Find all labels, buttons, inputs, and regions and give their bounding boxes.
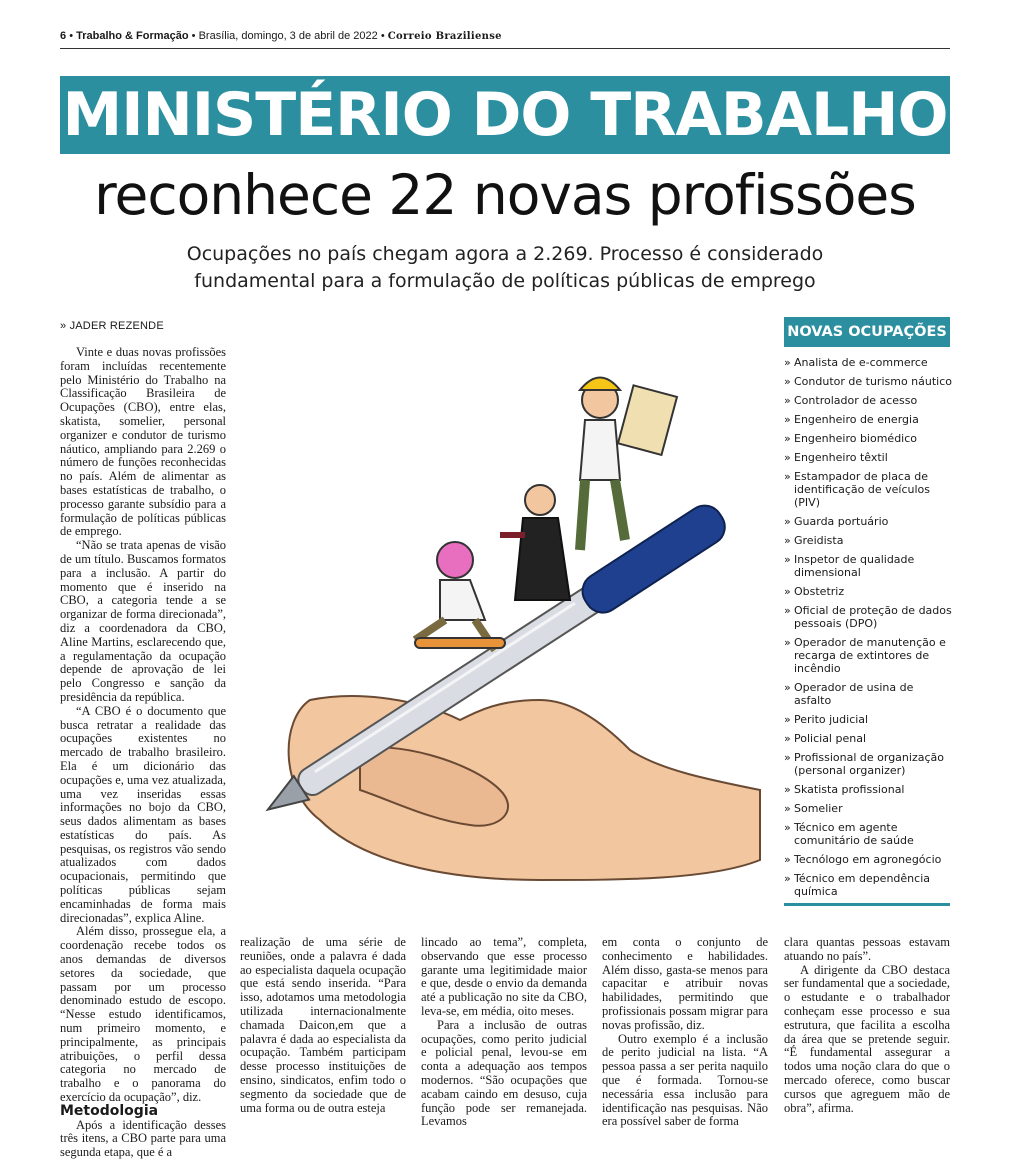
list-item: » Engenheiro de energia [784, 413, 954, 426]
article-column-1 [60, 346, 226, 1160]
list-item: » Engenheiro têxtil [784, 451, 954, 464]
list-item: » Condutor de turismo náutico [784, 375, 954, 388]
article-column-3 [421, 936, 587, 1129]
sidebar-occupation-list [784, 352, 954, 904]
article-column-5 [784, 936, 950, 1115]
list-item: » Oficial de proteção de dados pessoais (DPO) [784, 604, 954, 630]
list-item: » Engenheiro biomédico [784, 432, 954, 445]
dateline: Brasília, domingo, 3 de abril de 2022 [198, 30, 378, 42]
list-item: » Operador de manutenção e recarga de extintores de incêndio [784, 636, 954, 675]
paragraph: A dirigente da CBO destaca ser fundamental que a sociedade, o estudante e o trabalhador conheçam esse processo e sua estrutura, que facilita a escolha da área que se pretende seguir. “É fundamental assegurar a todos uma noção clara do que o mercado oferece, como buscar cursos que agreguem mão de obra”, afirma. [784, 962, 950, 1115]
paragraph: “A CBO é o documento que busca retratar a realidade das ocupações existentes no mercado de trabalho brasileiro. Ela é um dicionário das ocupações e, uma vez atualizada, uma vez inseridas essas informações no bojo da CBO, seus dados alimentam as bases estatísticas do país. As pesquisas, os registros vão sendo atualizados com dados ocupacionais, permitindo que políticas públicas sejam encaminhadas de forma mais direcionadas”, explica Aline. [60, 703, 226, 925]
headline-deck [150, 241, 860, 295]
newspaper-brand: Correio Braziliense [387, 31, 502, 42]
list-item: » Inspetor de qualidade dimensional [784, 553, 954, 579]
paragraph: “Não se trata apenas de visão de um título. Buscamos formatos para a inclusão. A partir do momento que é inserido na CBO, a categoria tende a se organizar de forma direcionada”, diz a coordenadora da CBO, Aline Martins, esclarecendo que, a regulamentação da ocupação depende de aprovação de lei pelo Congresso e sanção da presidência da república. [60, 538, 226, 704]
list-item: » Operador de usina de asfalto [784, 681, 954, 707]
pen-cap [576, 499, 732, 620]
list-item: » Profissional de organização (personal organizer) [784, 751, 954, 777]
paragraph: Outro exemplo é a inclusão de perito judicial na lista. “A pessoa passa a ser perita naquilo que é formada. Tornou-se necessária essa inclusão para identificação nas pesquisas. Não era possível saber de forma [602, 1031, 768, 1129]
deck-line-1: Ocupações no país chegam agora a 2.269. Processo é considerado [186, 243, 824, 265]
list-item: » Somelier [784, 802, 954, 815]
list-item: » Skatista profissional [784, 783, 954, 796]
paragraph: Após a identificação desses três itens, a CBO parte para uma segunda etapa, que é a [60, 1117, 226, 1160]
list-item: » Guarda portuário [784, 515, 954, 528]
list-item: » Analista de e-commerce [784, 356, 954, 369]
worker-figure [580, 378, 677, 551]
paragraph: Para a inclusão de outras ocupações, como perito judicial e policial penal, levou-se em conta a adequação aos tempos modernos. “São ocupações que acabam caindo em desuso, cuja função pode ser remanejada. Levamos [421, 1017, 587, 1129]
paragraph: lincado ao tema”, completa, observando que esse processo garante uma legitimidade maior e que, desde o envio da demanda até a publicação no site da CBO, leva-se, em média, oito meses. [421, 935, 587, 1018]
paragraph: Além disso, prossegue ela, a coordenação recebe todos os anos demandas de diversos setores da sociedade, que passam por um processo denominado estudo de escopo. “Nesse estudo identificamos, num primeiro momento, e principalmente, as principais atribuições, o perfil dessa categoria no mercado de trabalho e o panorama do exercício da ocupação”, diz. [60, 924, 226, 1105]
list-item: » Tecnólogo em agronegócio [784, 853, 954, 866]
hand-pen-illustration [240, 320, 780, 920]
list-item: » Técnico em agente comunitário de saúde [784, 821, 954, 847]
deck-line-2: fundamental para a formulação de políticas públicas de emprego [194, 270, 816, 292]
list-item: » Estampador de placa de identificação de veículos (PIV) [784, 470, 954, 509]
section-name: Trabalho & Formação [76, 30, 189, 42]
page-number: 6 [60, 30, 67, 42]
list-item: » Obstetriz [784, 585, 954, 598]
byline: » JADER REZENDE [60, 320, 164, 332]
list-item: » Técnico em dependência química [784, 872, 954, 898]
paragraph: em conta o conjunto de conhecimento e habilidades. Além disso, gasta-se menos para capacitar e atribuir novas habilidades, permitindo que profissionais possam migrar para novas profissão, diz. [602, 935, 768, 1032]
sommelier-figure [500, 485, 570, 600]
section-subtitle: Metodologia [60, 1102, 159, 1119]
list-item: » Policial penal [784, 732, 954, 745]
paragraph: Vinte e duas novas profissões foram incluídas recentemente pelo Ministério do Trabalho na Classificação Brasileira de Ocupações (CBO), entre elas, skatista, somelier, personal organizer e condutor de turismo náutico, ampliando para 2.269 o número de funções reconhecidas no país. Além de alimentar as bases estatísticas de trabalho, o processo garante subsídio para a formulação de políticas públicas de emprego. [60, 345, 226, 539]
paragraph: clara quantas pessoas estavam atuando no país”. [784, 935, 950, 963]
skater-figure [415, 542, 505, 650]
article-column-2 [240, 936, 406, 1115]
page-header: 6 • Trabalho & Formação • Brasília, domingo, 3 de abril de 2022 • Correio Braziliense [60, 30, 950, 49]
article-column-4 [602, 936, 768, 1129]
headline-banner-text: MINISTÉRIO DO TRABALHO [62, 80, 948, 150]
list-item: » Perito judicial [784, 713, 954, 726]
sidebar-bottom-rule [784, 903, 950, 906]
list-item: » Greidista [784, 534, 954, 547]
sidebar-title: NOVAS OCUPAÇÕES [784, 317, 950, 347]
paragraph: realização de uma série de reuniões, onde a palavra é dada ao especialista daquela ocupação que está sendo inserida. “Para isso, adotamos uma metodologia utilizada internacionalmente chamada Daicon,em que a palavra é dada ao especialista da ocupação. Também participam desse processo instituições de ensino, sindicatos, enfim todo o segmento da sociedade que de uma forma ou de outra esteja [240, 935, 406, 1115]
headline-main: reconhece 22 novas profissões [94, 163, 916, 227]
list-item: » Controlador de acesso [784, 394, 954, 407]
